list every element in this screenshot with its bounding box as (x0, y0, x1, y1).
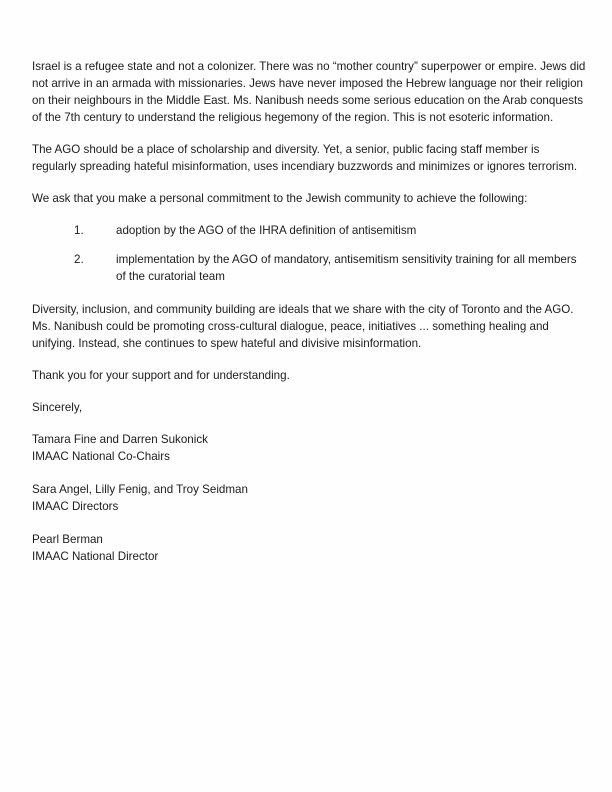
signatory-title: IMAAC National Co-Chairs (32, 450, 170, 463)
signatory-title: IMAAC National Director (32, 550, 159, 563)
letter-body (32, 58, 587, 581)
signatory-block (32, 481, 587, 515)
signatory-title: IMAAC Directors (32, 500, 119, 513)
paragraph-ago-scholarship: The AGO should be a place of scholarship and diversity. Yet, a senior, public facing staff member is regularly spreading hateful misinformation, uses incendiary buzzwords and minimizes or ignores terrorism. (32, 143, 578, 173)
signatory-block (32, 431, 587, 465)
signatory-block (32, 531, 587, 565)
signatory-names: Pearl Berman (32, 533, 103, 546)
list-item-number: 1. (74, 224, 84, 237)
signatory-names: Sara Angel, Lilly Fenig, and Troy Seidman (32, 483, 248, 496)
sign-off: Sincerely, (32, 401, 83, 414)
paragraph-diversity: Diversity, inclusion, and community building are ideals that we share with the city of Toronto and the AGO. Ms. Nanibush could be promoting cross-cultural dialogue, peace, initiatives ... something healing and unifying. Instead, she continues to spew hateful and divisive misinformation. (32, 303, 574, 350)
list-item (32, 251, 587, 285)
request-list (32, 222, 587, 285)
paragraph-refugee-state: Israel is a refugee state and not a colonizer. There was no “mother country” superpower or empire. Jews did not arrive in an armada with missionaries. Jews have never imposed the Hebrew language nor their religion on their neighbours in the Middle East. Ms. Nanibush needs some serious education on the Arab conquests of the 7th century to understand the religious hegemony of the region. This is not esoteric information. (32, 60, 586, 124)
signatory-names: Tamara Fine and Darren Sukonick (32, 433, 208, 446)
thank-you-line: Thank you for your support and for understanding. (32, 369, 290, 382)
list-item (32, 222, 587, 239)
list-item-number: 2. (74, 253, 84, 266)
list-item-text: implementation by the AGO of mandatory, antisemitism sensitivity training for all members of the curatorial team (116, 253, 577, 283)
list-item-text: adoption by the AGO of the IHRA definition of antisemitism (116, 224, 417, 237)
paragraph-request: We ask that you make a personal commitment to the Jewish community to achieve the following: (32, 192, 528, 205)
